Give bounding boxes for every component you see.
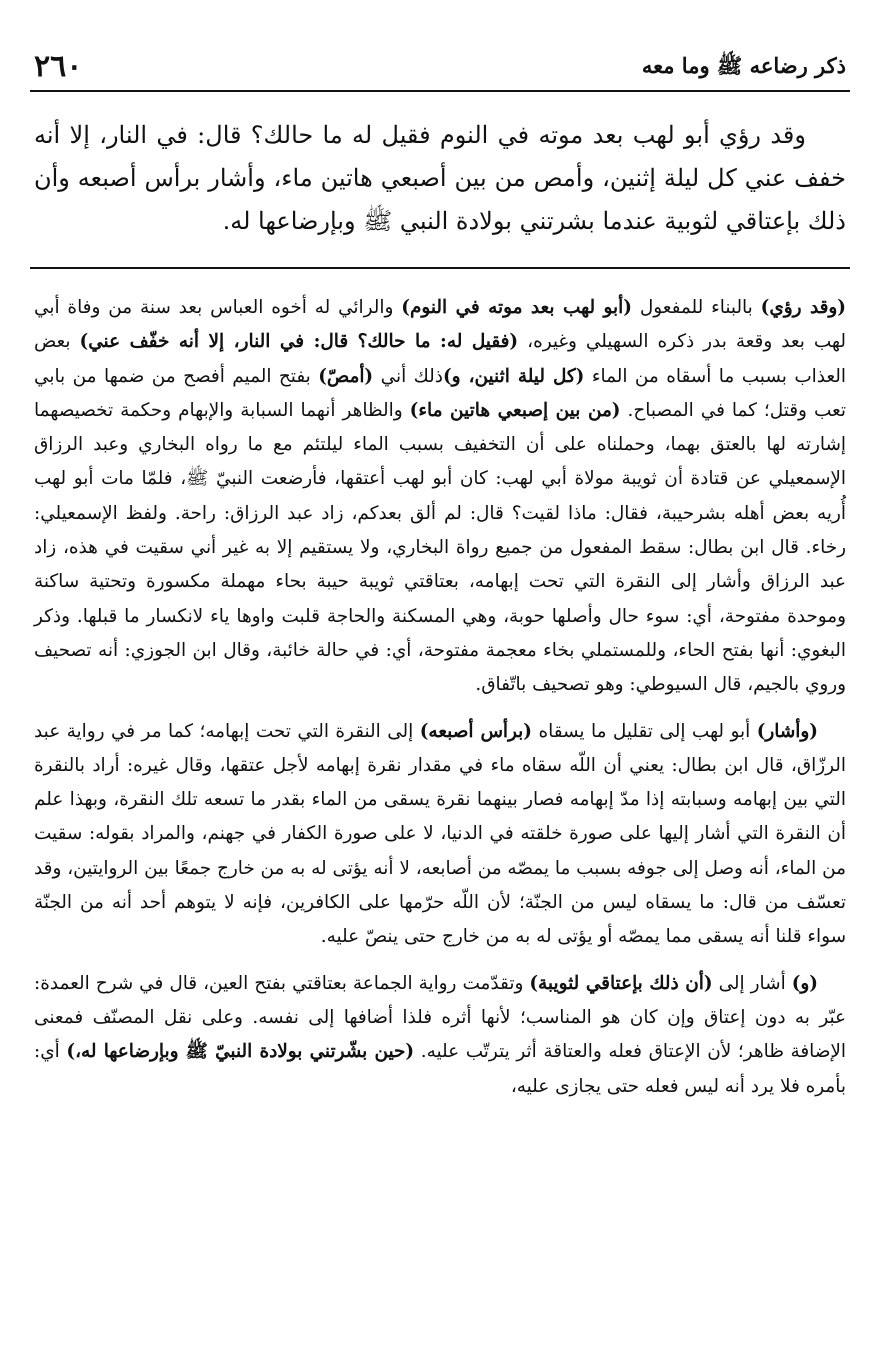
commentary-segment: (وقد رؤي) (760, 297, 846, 318)
commentary-segment: والرائي له أخوه العباس بعد سنة من وفاة أبي لهب بعد وقعة بدر ذكره السهيلي وغيره، (34, 297, 846, 353)
book-page (30, 40, 850, 1104)
commentary-segment: وتقدّمت رواية الجماعة بعتاقتي بفتح العين، قال في شرح العمدة: عبّر به دون إعتاق وإن كان هو المناسب؛ لأنها أثره فلذا أضافها إلى نفسه. وعلى نقل المصنّف فمعنى الإضافة ظاهر؛ لأن الإعتاق فعله والعتاقة أثر يترتّب عليه. (34, 972, 846, 1063)
commentary-segment: (أن ذلك بإعتاقي لثويبة) (529, 972, 713, 994)
page-number: ٢٦٠ (34, 49, 83, 84)
commentary-segment: (و) (791, 972, 818, 994)
commentary-paragraph (30, 291, 850, 703)
commentary-segment: (من بين إصبعي هاتين ماء) (409, 399, 621, 421)
commentary-segment: أي: بأمره فلا يرد أنه ليس فعله حتى يجازى عليه، (34, 1041, 846, 1097)
running-title: ذكر رضاعه ﷺ وما معه (641, 53, 846, 78)
commentary-segment: (وأشار) (756, 720, 818, 742)
commentary-segment: ذلك أني (373, 365, 443, 387)
commentary-segment: (برأس أصبعه) (419, 720, 532, 742)
main-text: وقد رؤي أبو لهب بعد موته في النوم فقيل له ما حالك؟ قال: في النار، إلا أنه خفف عني كل ليلة إثنين، وأمص من بين أصبعي هاتين ماء، وأشار برأس أصبعه وأن ذلك بإعتاقي لثوبية عندما بشرتني بولادة النبي ﷺ وبإرضاعها له. (34, 121, 846, 235)
commentary-segment: أبو لهب إلى تقليل ما يسقاه (532, 720, 757, 742)
commentary-segment: (حين بشّرتني بولادة النبيّ ﷺ وبإرضاعها له،) (66, 1041, 415, 1063)
commentary-segment: (كل ليلة اثنين، و) (442, 365, 585, 387)
commentary-segment: (فقيل له: ما حالك؟ قال: في النار، إلا أنه خفّف عني) (79, 331, 519, 353)
commentary-segment: بفتح الميم أفصح من ضمها من بابي تعب وقتل؛ كما في المصباح. (34, 365, 846, 421)
commentary-segment: (أبو لهب بعد موته في النوم) (401, 297, 632, 318)
separator-rule (30, 267, 850, 269)
page-header (30, 40, 850, 92)
commentary-segment: والظاهر أنهما السبابة والإبهام وحكمة تخصيصهما إشارته لها بالعتق بهما، وحملناه على أن التخفيف بسبب الماء ليلتئم مع ما رواه البخاري وعبد الرزاق الإسمعيلي عن قتادة أن ثويبة مولاة أبي لهب: كان أبو لهب أعتقها، فأرضعت النبيّ ﷺ، فلمّا مات أبو لهب أُريه بعض أهله بشرحيبة، فقال: ماذا لقيت؟ قال: لم ألق بعدكم، زاد عبد الرزاق: راحة. ولفظ الإسمعيلي: رخاء. قال ابن بطال: سقط المفعول من جميع رواة البخاري، ولا يستقيم إلا به غير أني سقيت في هذه، زاد عبد الرزاق وأشار إلى النقرة التي تحت إبهامه، بعتاقتي ثويبة حيبة بحاء مهملة مكسورة وتحتية ساكنة وموحدة مفتوحة، أي: سوء حال وأصلها حوبة، وهي المسكنة والحاجة قلبت واوها ياء لانكسار ما قبلها. وذكر البغوي: أنها بفتح الحاء، وللمستملي بخاء معجمة مفتوحة، أي: في حالة خائبة، وقال ابن الجوزي: أنه تصحيف وروي بالجيم، قال السيوطي: وهو تصحيف باتّفاق. (34, 399, 846, 696)
commentary-segment: إلى النقرة التي تحت إبهامه؛ كما مر في رواية عبد الرزّاق، قال ابن بطال: يعني أن اللّه سقاه ماء في مقدار نقرة إبهامه لأجل عتقها، وقال غيره: أراد بالنقرة التي بين إبهامه وسبابته إذا مدّ إبهامه فصار بينهما نقرة يسقى من الماء بقدر ما تسعه تلك النقرة، وبهذا علم أن النقرة التي أشار إليها على صورة خلقته في الدنيا، لا على صورة الكفار في جهنم، والمراد بقوله: سقيت من الماء، أنه وصل إلى جوفه بسبب ما يمصّه من أصابعه، لا أنه يؤتى له به من خارج جمعًا بين الروايتين، وقد تعسّف من قال: ما يسقاه ليس من الجنّة؛ لأن اللّه حرّمها على الكافرين، فإنه لا يتوهم أحد أنه من الجنّة سواء قلنا أنه يسقى مما يمصّه أو يؤتى له به من خارج حتى ينصّ عليه. (34, 720, 846, 948)
commentary-segment: أشار إلى (712, 972, 792, 994)
commentary-segment: بالبناء للمفعول (631, 297, 761, 318)
commentary-segment: بعض العذاب بسبب ما أسقاه من الماء (34, 331, 846, 387)
commentary-segment: (أمصّ) (318, 365, 374, 387)
commentary-paragraph (30, 967, 850, 1104)
commentary-paragraph (30, 715, 850, 955)
